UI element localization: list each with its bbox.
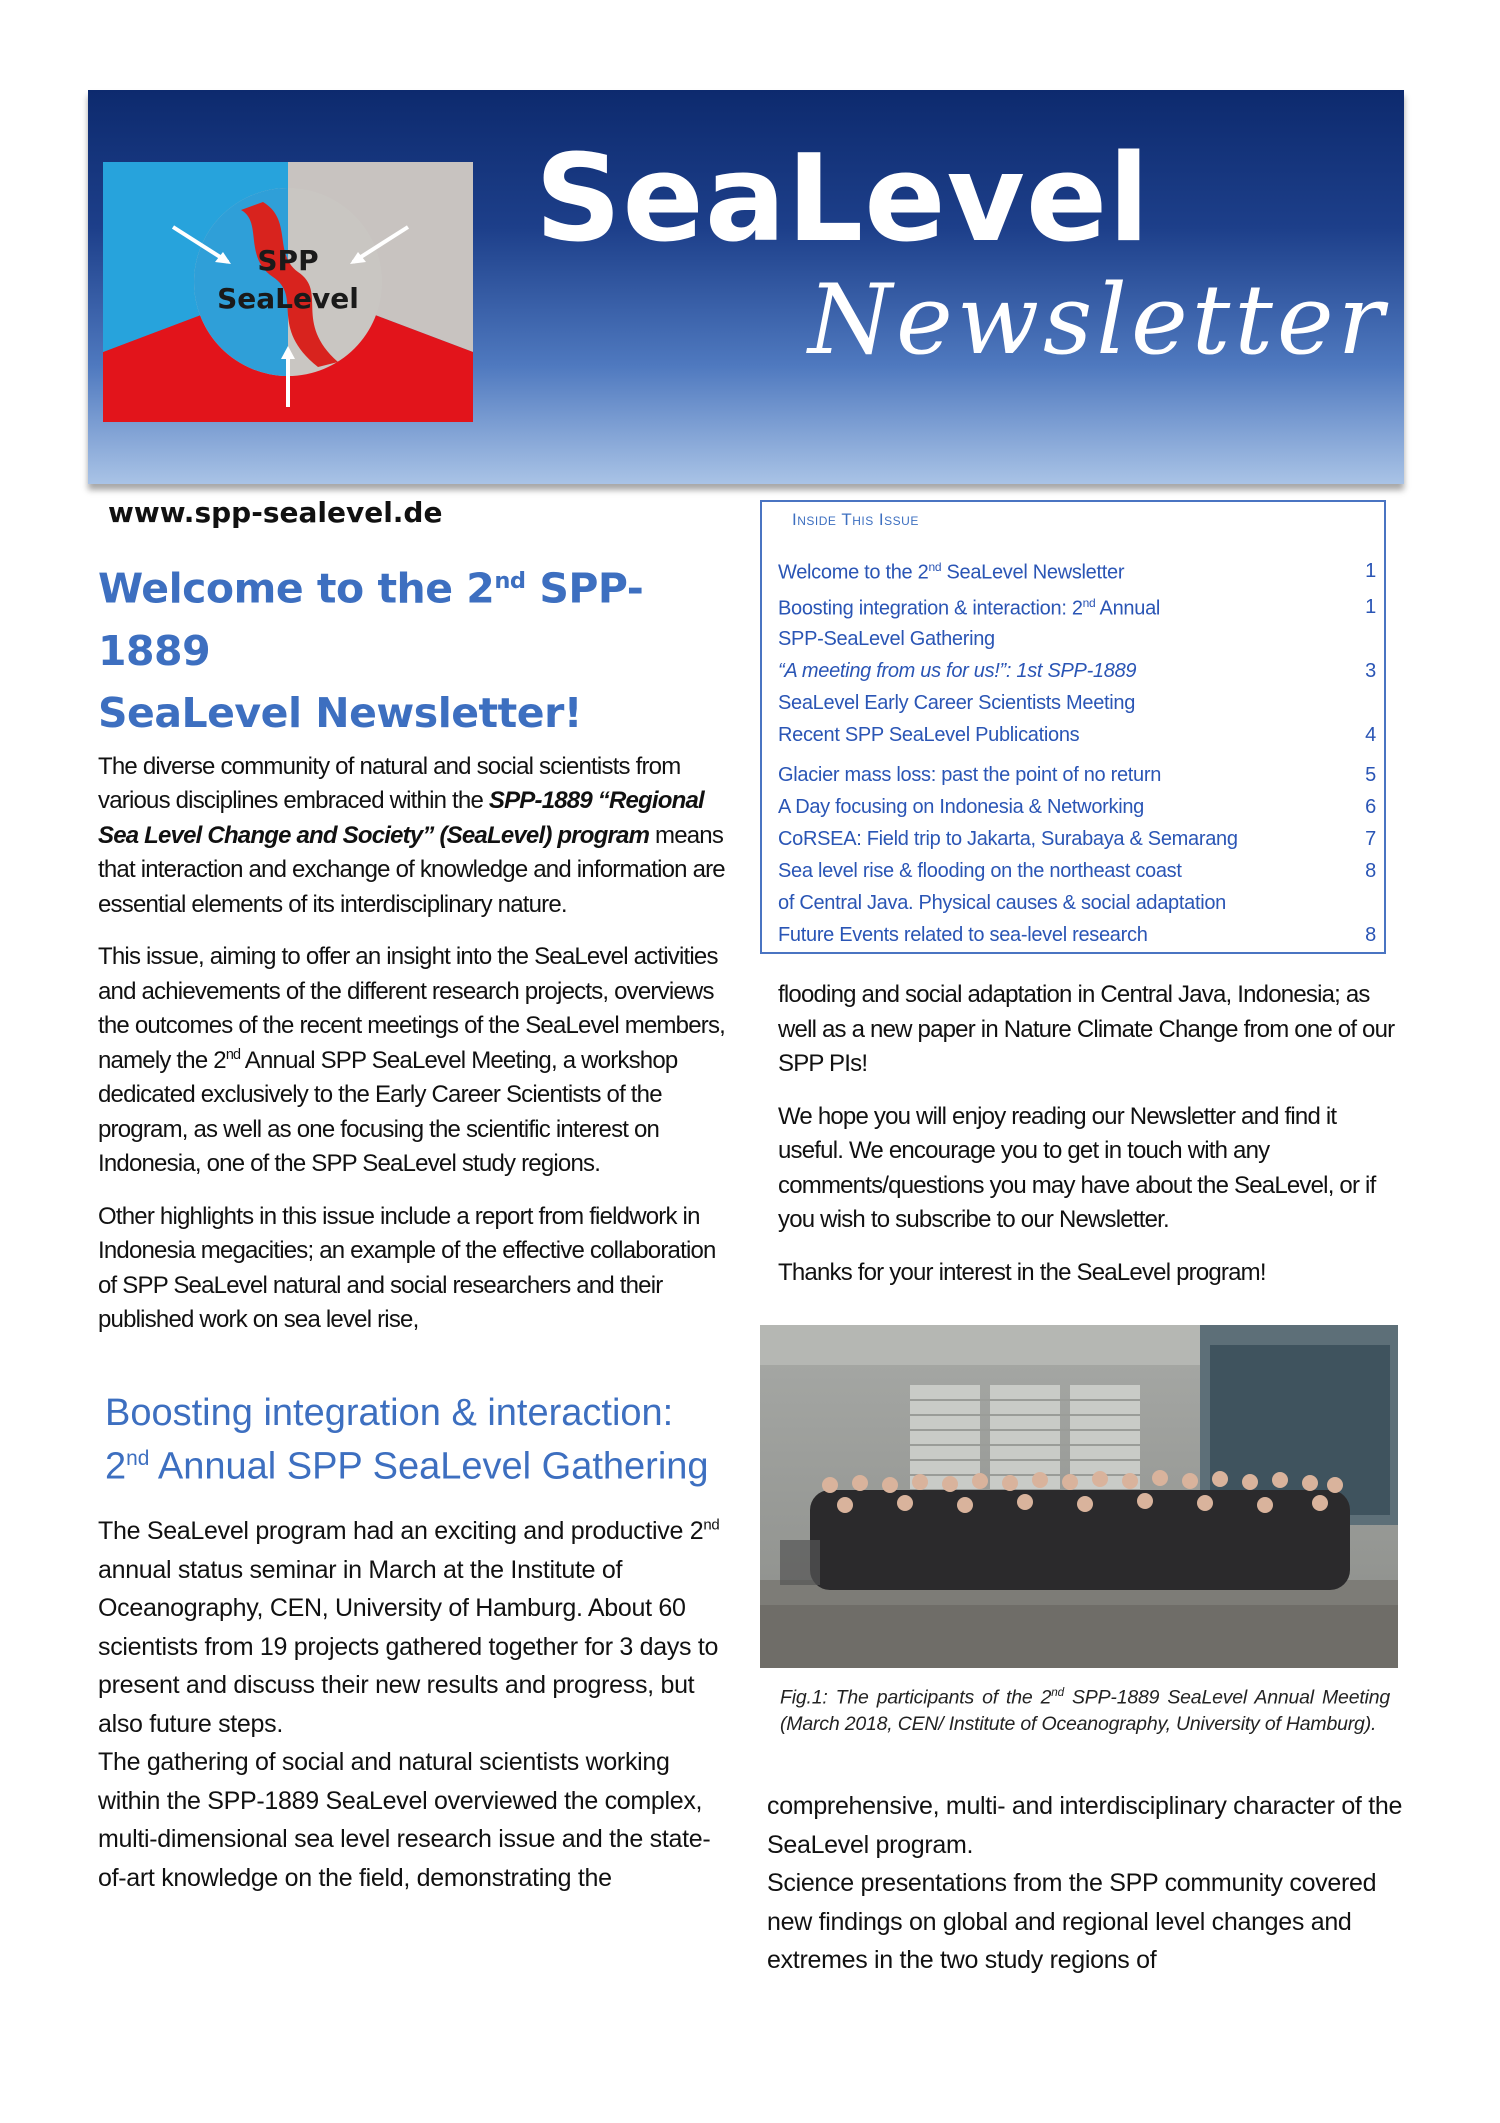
logo-text-sealevel: SeaLevel <box>217 282 359 315</box>
welcome-title: Welcome to the 2nd SPP-1889 SeaLevel Newsletter! <box>98 564 644 737</box>
toc-item-title: Boosting integration & interaction: 2nd Annual <box>778 596 1161 620</box>
toc-item-title: SPP-SeaLevel Gathering <box>778 628 995 650</box>
toc-item-page: 4 <box>1365 724 1376 746</box>
toc-item-title: of Central Java. Physical causes & social adaptation <box>778 892 1226 914</box>
banner-subtitle: Newsletter <box>808 264 1388 376</box>
toc-item-title: Future Events related to sea-level research <box>778 924 1148 946</box>
welcome-paragraph-6: Thanks for your interest in the SeaLevel program! <box>778 1258 1266 1286</box>
inside-this-issue-box <box>760 500 1386 954</box>
welcome-section <box>98 550 728 1356</box>
welcome-paragraph-3: Other highlights in this issue include a report from fieldwork in Indonesia megacities; an example of the effective collaboration of SPP SeaLevel natural and social researchers and their published work on sea level rise, <box>98 1202 716 1334</box>
boosting-paragraph-4: Science presentations from the SPP community covered new findings on global and regional level changes and extremes in the two study regions of <box>767 1869 1377 1974</box>
figure-caption: Fig.1: The participants of the 2nd SPP-1889 SeaLevel Annual Meeting (March 2018, CEN/ Institute of Oceanography, University of Hamburg). <box>780 1686 1390 1735</box>
toc-item-page: 8 <box>1365 924 1376 946</box>
boosting-paragraph-2: The gathering of social and natural scientists working within the SPP-1889 SeaLevel overviewed the complex, multi-dimensional sea level research issue and the state-of-art knowledge on the field, demonstrating the <box>98 1748 711 1892</box>
welcome-paragraph-4: flooding and social adaptation in Central Java, Indonesia; as well as a new paper in Nature Climate Change from one of our SPP PIs! <box>778 981 1395 1077</box>
toc-item-page: 1 <box>1365 560 1376 582</box>
toc-item-title: CoRSEA: Field trip to Jakarta, Surabaya & Semarang <box>778 828 1238 850</box>
toc-item-title: “A meeting from us for us!”: 1st SPP-1889 <box>778 660 1137 682</box>
toc-item-title: SeaLevel Early Career Scientists Meeting <box>778 692 1136 714</box>
boosting-paragraph-1: The SeaLevel program had an exciting and productive 2nd annual status seminar in March at the Institute of Oceanography, CEN, University of Hamburg. About 60 scientists from 19 projects gathered together for 3 days to present and discuss their new results and progress, but also future steps. <box>98 1516 720 1738</box>
logo-text-spp: SPP <box>257 244 319 277</box>
toc-item-page: 8 <box>1365 860 1376 882</box>
banner-title: SeaLevel <box>535 130 1151 269</box>
toc-item-page: 7 <box>1365 828 1376 850</box>
toc-item-page: 1 <box>1365 596 1376 618</box>
boosting-section-title: Boosting integration & interaction: 2nd Annual SPP SeaLevel Gathering <box>105 1392 709 1488</box>
toc-heading: Inside This Issue <box>792 510 919 529</box>
toc-item-page: 3 <box>1365 660 1376 682</box>
toc-item-title: A Day focusing on Indonesia & Networking <box>778 796 1144 818</box>
welcome-paragraph-5: We hope you will enjoy reading our Newsletter and find it useful. We encourage you to get in touch with any comments/questions you may have about the SeaLevel, or if you wish to subscribe to our Newsletter. <box>778 1102 1376 1233</box>
website-link[interactable]: www.spp-sealevel.de <box>108 496 443 529</box>
boosting-paragraph-3: comprehensive, multi- and interdisciplinary character of the SeaLevel program. <box>767 1792 1403 1859</box>
toc-item-title: Recent SPP SeaLevel Publications <box>778 724 1080 746</box>
spp-sealevel-logo <box>103 162 473 422</box>
toc-item-page: 5 <box>1365 764 1376 786</box>
welcome-continued <box>778 978 1398 1308</box>
toc-item-title: Sea level rise & flooding on the northeast coast <box>778 860 1182 882</box>
boosting-section-continued <box>767 1787 1407 1980</box>
toc-item-title: Glacier mass loss: past the point of no return <box>778 764 1162 786</box>
toc-item-title: Welcome to the 2nd SeaLevel Newsletter <box>778 560 1125 584</box>
welcome-paragraph-2: This issue, aiming to offer an insight into the SeaLevel activities and achievements of the different research projects, overviews the outcomes of the recent meetings of the SeaLevel members, namely the 2nd Annual SPP SeaLevel Meeting, a workshop dedicated exclusively to the Early Career Scientists of the program, as well as one focusing the scientific interest on Indonesia, one of the SPP SeaLevel study regions. <box>98 943 726 1178</box>
welcome-paragraph-1: The diverse community of natural and social scientists from various disciplines embraced within the SPP-1889 “Regional Sea Level Change and Society” (SeaLevel) program means that interaction and exchange of knowledge and information are essential elements of its interdisciplinary nature. <box>98 752 725 918</box>
group-photo <box>760 1325 1398 1668</box>
toc-item-page: 6 <box>1365 796 1376 818</box>
boosting-section-body <box>98 1512 738 1897</box>
